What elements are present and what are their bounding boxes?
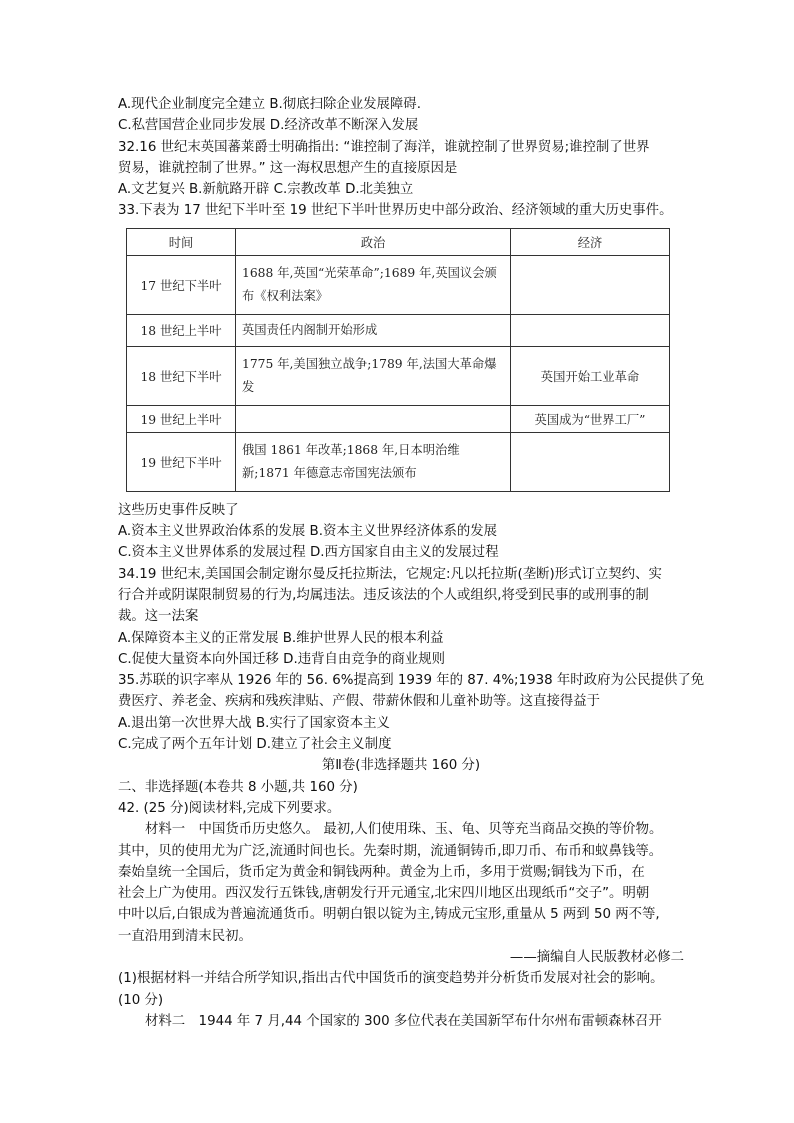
material2-line-1: 材料二 1944 年 7 月,44 个国家的 300 多位代表在美国新罕布什尔州布雷顿森林召开 bbox=[145, 1013, 662, 1029]
row-period: 19 世纪上半叶 bbox=[127, 405, 236, 432]
row-period: 18 世纪下半叶 bbox=[127, 346, 236, 405]
table-row bbox=[127, 346, 670, 405]
row-politics: 俄国 1861 年改革;1868 年,日本明治维新;1871 年德意志帝国宪法颁布 bbox=[236, 432, 511, 491]
q35-stem-line-1: 35.苏联的识字率从 1926 年的 56. 6%提高到 1939 年的 87. 4%;1938 年时政府为公民提供了免 bbox=[118, 673, 705, 689]
q34-option-cd: C.促使大量资本向外国迁移 D.违背自由竞争的商业规则 bbox=[118, 651, 446, 667]
q34-stem-line-1: 34.19 世纪末,美国国会制定谢尔曼反托拉斯法，它规定:凡以托拉斯(垄断)形式订立契约、实 bbox=[118, 566, 662, 582]
material1-source: ——摘编自人民版教材必修二 bbox=[509, 950, 684, 966]
q32-stem-line-2: 贸易，谁就控制了世界。” 这一海权思想产生的直接原因是 bbox=[118, 160, 458, 176]
section2-heading: 二、非选择题(本卷共 8 小题,共 160 分) bbox=[118, 779, 358, 795]
material1-line-3: 秦始皇统一全国后，货币定为黄金和铜钱两种。黄金为上币，多用于赏赐;铜钱为下币，在 bbox=[118, 864, 645, 880]
q33-option-cd: C.资本主义世界体系的发展过程 D.西方国家自由主义的发展过程 bbox=[118, 545, 499, 561]
material1-line-1: 材料一 中国货币历史悠久。 最初,人们使用珠、玉、龟、贝等充当商品交换的等价物。 bbox=[145, 822, 663, 838]
table-row bbox=[127, 255, 670, 314]
q42-requirement-1-line-2: (10 分) bbox=[118, 992, 164, 1008]
history-events-table bbox=[126, 228, 670, 492]
table-row bbox=[127, 432, 670, 491]
q32-stem-line-1: 32.16 世纪末英国蕃莱爵士明确指出: “谁控制了海洋，谁就控制了世界贸易;谁控制了世界 bbox=[118, 139, 650, 155]
material1-line-6: 一直沿用到清末民初。 bbox=[118, 928, 252, 944]
row-economy bbox=[511, 432, 670, 491]
row-period: 18 世纪上半叶 bbox=[127, 314, 236, 346]
row-politics: 1775 年,美国独立战争;1789 年,法国大革命爆发 bbox=[236, 346, 511, 405]
q35-option-ab: A.退出第一次世界大战 B.实行了国家资本主义 bbox=[118, 715, 390, 731]
q42-stem: 42. (25 分)阅读材料,完成下列要求。 bbox=[118, 800, 341, 816]
material1-line-4: 社会上广为使用。西汉发行五铢钱,唐朝发行开元通宝,北宋四川地区出现纸币“交子”。明朝 bbox=[118, 886, 650, 902]
row-period: 17 世纪下半叶 bbox=[127, 255, 236, 314]
q35-stem-line-2: 费医疗、养老金、疾病和残疾津贴、产假、带薪休假和儿童补助等。这直接得益于 bbox=[118, 694, 601, 710]
q33-option-ab: A.资本主义世界政治体系的发展 B.资本主义世界经济体系的发展 bbox=[118, 524, 498, 540]
header-period: 时间 bbox=[127, 228, 236, 255]
row-economy bbox=[511, 314, 670, 346]
q34-stem-line-2: 行合并或阴谋限制贸易的行为,均属违法。违反该法的个人或组织,将受到民事的或刑事的制 bbox=[118, 587, 649, 603]
row-economy: 英国成为“世界工厂” bbox=[511, 405, 670, 432]
q34-stem-line-3: 裁。这一法案 bbox=[118, 609, 199, 625]
q31-option-cd: C.私营国营企业同步发展 D.经济改革不断深入发展 bbox=[118, 118, 419, 134]
row-economy: 英国开始工业革命 bbox=[511, 346, 670, 405]
q31-option-ab: A.现代企业制度完全建立 B.彻底扫除企业发展障碍. bbox=[118, 97, 421, 112]
q33-stem: 33.下表为 17 世纪下半叶至 19 世纪下半叶世界历史中部分政治、经济领域的重大历史事件。 bbox=[118, 203, 673, 219]
material1-line-2: 其中，贝的使用尤为广泛,流通时间也长。先秦时期，流通铜铸币,即刀币、布币和蚁鼻钱等。 bbox=[118, 843, 663, 859]
table-row bbox=[127, 405, 670, 432]
q42-requirement-1-line-1: (1)根据材料一并结合所学知识,指出古代中国货币的演变趋势并分析货币发展对社会的影响。 bbox=[118, 971, 664, 987]
row-period: 19 世纪下半叶 bbox=[127, 432, 236, 491]
row-politics: 英国责任内阁制开始形成 bbox=[236, 314, 511, 346]
part2-title: 第Ⅱ卷(非选择题共 160 分) bbox=[321, 758, 481, 774]
table-header-row bbox=[127, 228, 670, 255]
q33-after: 这些历史事件反映了 bbox=[118, 502, 239, 518]
header-politics: 政治 bbox=[236, 228, 511, 255]
material1-line-5: 中叶以后,白银成为普遍流通货币。明朝白银以锭为主,铸成元宝形,重量从 5 两到 50 两不等, bbox=[118, 907, 660, 923]
header-economy: 经济 bbox=[511, 228, 670, 255]
table-row bbox=[127, 314, 670, 346]
row-politics bbox=[236, 405, 511, 432]
q34-option-ab: A.保障资本主义的正常发展 B.维护世界人民的根本利益 bbox=[118, 630, 444, 646]
row-politics: 1688 年,英国“光荣革命”;1689 年,英国议会颁布《权利法案》 bbox=[236, 255, 511, 314]
q32-options: A.文艺复兴 B.新航路开辟 C.宗教改革 D.北美独立 bbox=[118, 182, 414, 198]
exam-page bbox=[118, 94, 705, 1032]
q35-option-cd: C.完成了两个五年计划 D.建立了社会主义制度 bbox=[118, 737, 392, 753]
row-economy bbox=[511, 255, 670, 314]
